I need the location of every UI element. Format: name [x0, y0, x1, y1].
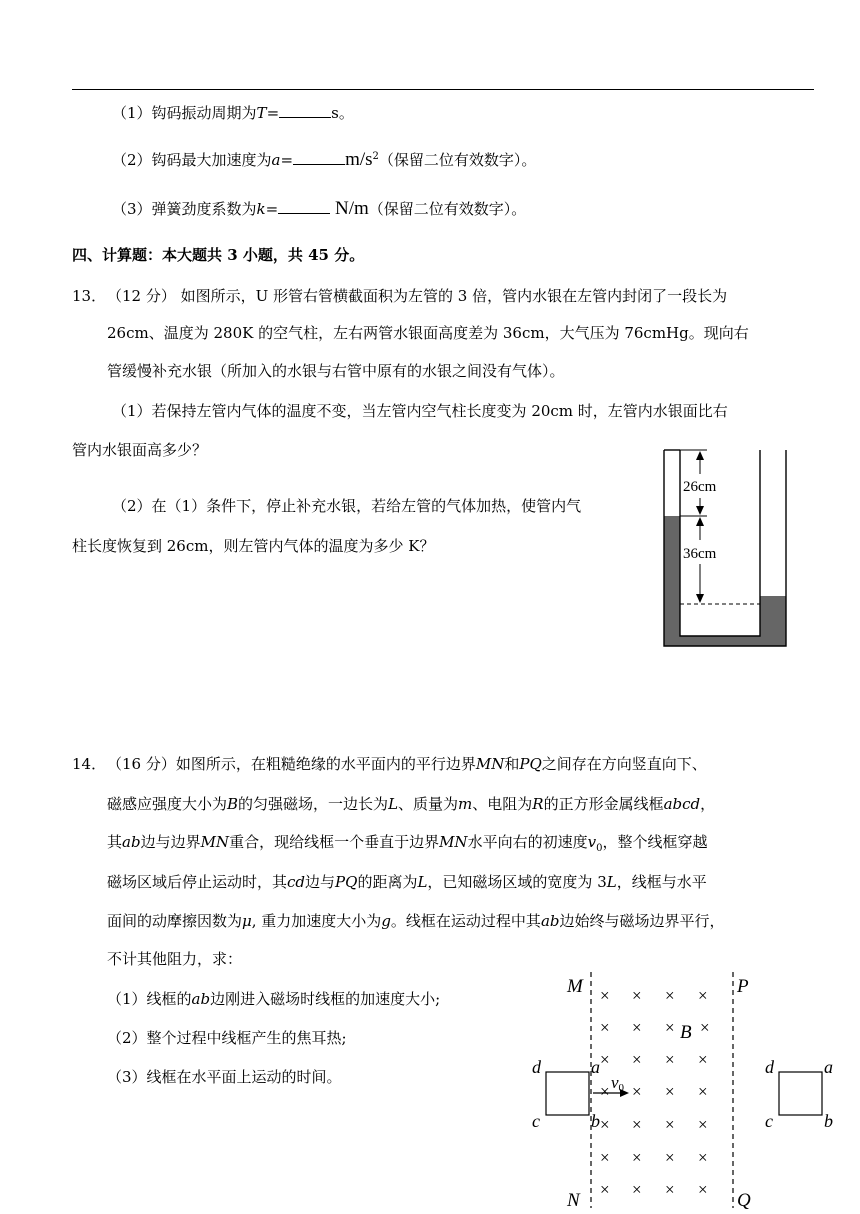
q14-line2: [107, 794, 715, 814]
q13-line2: 26cm、温度为 280K 的空气柱，左右两管水银面高度差为 36cm，大气压为 76cmHg。现向右: [107, 324, 749, 342]
text: 水平向右的初速度: [467, 833, 588, 851]
text: ，: [700, 795, 716, 813]
text: ，整个线框穿越: [602, 833, 708, 851]
label-c-right: c: [765, 1111, 773, 1131]
q14-line6: 不计其他阻力，求：: [107, 950, 243, 968]
q12-part1-unit: s。: [331, 104, 354, 122]
q12-part1-eq: =: [266, 104, 280, 122]
cross-mark: ×: [698, 1082, 708, 1101]
q13-part1-line2: 管内水银面高多少？: [72, 441, 208, 459]
q14-line1: [107, 754, 707, 774]
text: （1）线框的: [107, 990, 192, 1008]
cross-mark: ×: [665, 1115, 675, 1134]
q12-part2-var: a: [271, 151, 281, 169]
cross-mark: ×: [698, 1115, 708, 1134]
tube-inner-wall: [680, 450, 760, 636]
cross-mark: ×: [698, 1148, 708, 1167]
label-a-left: a: [591, 1057, 600, 1077]
text: （16 分）如图所示，在粗糙绝缘的水平面内的平行边界: [107, 755, 476, 773]
text: 磁感应强度大小为: [107, 795, 228, 813]
var-ab: ab: [540, 912, 560, 930]
text: 边始终与磁场边界平行，: [559, 912, 725, 930]
q13-line1: （12 分） 如图所示，U 形管右管横截面积为左管的 3 倍，管内水银在左管内封闭了一段长为: [107, 287, 728, 305]
q13-part2-line1: （2）在（1）条件下，停止补充水银，若给左管的气体加热，使管内气: [112, 497, 582, 515]
label-n: N: [567, 1190, 580, 1211]
text: , 重力加速度大小为: [251, 912, 382, 930]
label-a-right: a: [824, 1057, 833, 1077]
q14-part3: （3）线框在水平面上运动的时间。: [107, 1068, 342, 1086]
q12-part1: [112, 103, 354, 123]
magnetic-field-figure: [525, 968, 845, 1212]
cross-mark: ×: [700, 1018, 710, 1037]
q14-line5: [107, 911, 725, 931]
text: 的距离为: [357, 873, 418, 891]
label-m: M: [567, 976, 583, 997]
label-b-left: b: [591, 1111, 600, 1131]
frame-left: [546, 1072, 589, 1115]
var-mn: MN: [475, 755, 505, 773]
var-l: L: [388, 795, 399, 813]
q14-number: 14．: [72, 755, 107, 773]
section-heading: 四、计算题：本大题共 3 小题，共 45 分。: [72, 246, 365, 264]
text: 的正方形金属线框: [543, 795, 664, 813]
label-v0: [611, 1073, 625, 1094]
var-abcd: abcd: [663, 795, 701, 813]
var-mn: MN: [439, 833, 468, 851]
var-pq: PQ: [335, 873, 358, 891]
var-cd: cd: [287, 873, 306, 891]
cross-mark: ×: [665, 1180, 675, 1199]
text: ，线框与水平: [616, 873, 707, 891]
q12-part1-text: （1）钩码振动周期为: [112, 104, 257, 122]
label-36cm: 36cm: [683, 546, 717, 562]
q12-part2: [112, 147, 536, 170]
cross-mark: ×: [600, 986, 610, 1005]
text: ，已知磁场区域的宽度为 3: [427, 873, 607, 891]
q13-line3: 管缓慢补充水银（所加入的水银与右管中原有的水银之间没有气体）。: [107, 362, 565, 380]
q14-line3: [107, 832, 707, 859]
var-v-sub: 0: [596, 843, 603, 854]
label-q: Q: [737, 1190, 751, 1211]
label-p: P: [737, 976, 749, 997]
cross-mark: ×: [600, 1050, 610, 1069]
cross-mark: ×: [698, 1050, 708, 1069]
q12-part2-text: （2）钩码最大加速度为: [112, 151, 272, 169]
label-v-sub: 0: [618, 1082, 625, 1094]
q13-number: 13．: [72, 287, 107, 305]
var-g: g: [381, 912, 391, 930]
label-26cm: 26cm: [683, 479, 717, 495]
q12-part2-note: （保留二位有效数字）。: [378, 151, 537, 169]
text: 之间存在方向竖直向下、: [541, 755, 707, 773]
cross-mark: ×: [632, 986, 642, 1005]
cross-mark: ×: [665, 1018, 675, 1037]
text: 边刚进入磁场时线框的加速度大小;: [210, 990, 441, 1008]
mercury: [664, 516, 786, 646]
arrow-down-icon: [696, 594, 704, 603]
text: 的匀强磁场，一边长为: [238, 795, 389, 813]
text: 边与边界: [140, 833, 201, 851]
text: 其: [107, 833, 123, 851]
label-d-left: d: [532, 1057, 541, 1077]
text: 磁场区域后停止运动时，其: [107, 873, 288, 891]
text: 和: [504, 755, 520, 773]
q13-part2-line2: 柱长度恢复到 26cm，则左管内气体的温度为多少 K？: [72, 537, 435, 555]
arrow-up-icon: [696, 451, 704, 460]
cross-mark: ×: [632, 1180, 642, 1199]
cross-mark: ×: [698, 1180, 708, 1199]
cross-mark: ×: [665, 1082, 675, 1101]
q13-part1-line1: （1）若保持左管内气体的温度不变，当左管内空气柱长度变为 20cm 时，左管内水银面比右: [112, 402, 728, 420]
cross-mark: ×: [665, 1148, 675, 1167]
arrow-up-icon: [696, 517, 704, 526]
label-c-left: c: [532, 1111, 540, 1131]
text: 。线框在运动过程中其: [390, 912, 541, 930]
var-r: R: [532, 795, 544, 813]
var-pq: PQ: [519, 755, 542, 773]
var-l: L: [417, 873, 428, 891]
answer-blank: [279, 103, 331, 118]
text: 重合，现给线框一个垂直于边界: [229, 833, 440, 851]
var-mu: μ: [242, 912, 252, 930]
cross-mark: ×: [632, 1082, 642, 1101]
text: 、质量为: [398, 795, 459, 813]
cross-mark: ×: [632, 1115, 642, 1134]
var-mn: MN: [200, 833, 230, 851]
q12-part2-unit: m/s: [345, 149, 373, 170]
q12-part3: [112, 199, 526, 219]
answer-blank: [278, 199, 330, 214]
cross-mark: ×: [632, 1018, 642, 1037]
label-d-right: d: [765, 1057, 774, 1077]
q12-part3-var: k: [256, 200, 266, 218]
cross-mark: ×: [600, 1180, 610, 1199]
var-b: B: [227, 795, 239, 813]
var-v: v: [587, 833, 597, 851]
cross-mark: ×: [665, 986, 675, 1005]
q12-part2-sup: 2: [372, 151, 379, 162]
cross-mark: ×: [600, 1148, 610, 1167]
q12-part3-note: （保留二位有效数字）。: [368, 200, 527, 218]
cross-mark: ×: [698, 986, 708, 1005]
label-b-field: B: [680, 1022, 692, 1043]
answer-blank: [293, 150, 345, 165]
text: 、电阻为: [472, 795, 533, 813]
q14-part2: （2）整个过程中线框产生的焦耳热;: [107, 1029, 347, 1047]
q12-part3-eq: =: [265, 200, 279, 218]
cross-mark: ×: [632, 1148, 642, 1167]
arrow-down-icon: [696, 506, 704, 515]
frame-right: [779, 1072, 822, 1115]
var-m: m: [458, 795, 473, 813]
cross-mark: ×: [632, 1050, 642, 1069]
cross-mark: ×: [665, 1050, 675, 1069]
q12-part3-text: （3）弹簧劲度系数为: [112, 200, 257, 218]
label-b-right: b: [824, 1111, 833, 1131]
q12-part2-eq: =: [280, 151, 294, 169]
label-v: v: [611, 1073, 619, 1092]
var-ab: ab: [122, 833, 141, 851]
text: 面间的动摩擦因数为: [107, 912, 243, 930]
header-rule: [72, 89, 814, 90]
q12-part1-var: T: [256, 104, 267, 122]
cross-mark: ×: [600, 1018, 610, 1037]
var-ab: ab: [191, 990, 211, 1008]
cross-mark: ×: [600, 1082, 610, 1101]
text: 边与: [305, 873, 336, 891]
cross-mark: ×: [600, 1115, 610, 1134]
q14-line4: [107, 872, 707, 892]
q12-part3-unit: N/m: [335, 198, 369, 219]
var-l: L: [606, 873, 617, 891]
q14-part1: [107, 989, 440, 1009]
u-tube-figure: [655, 444, 795, 652]
